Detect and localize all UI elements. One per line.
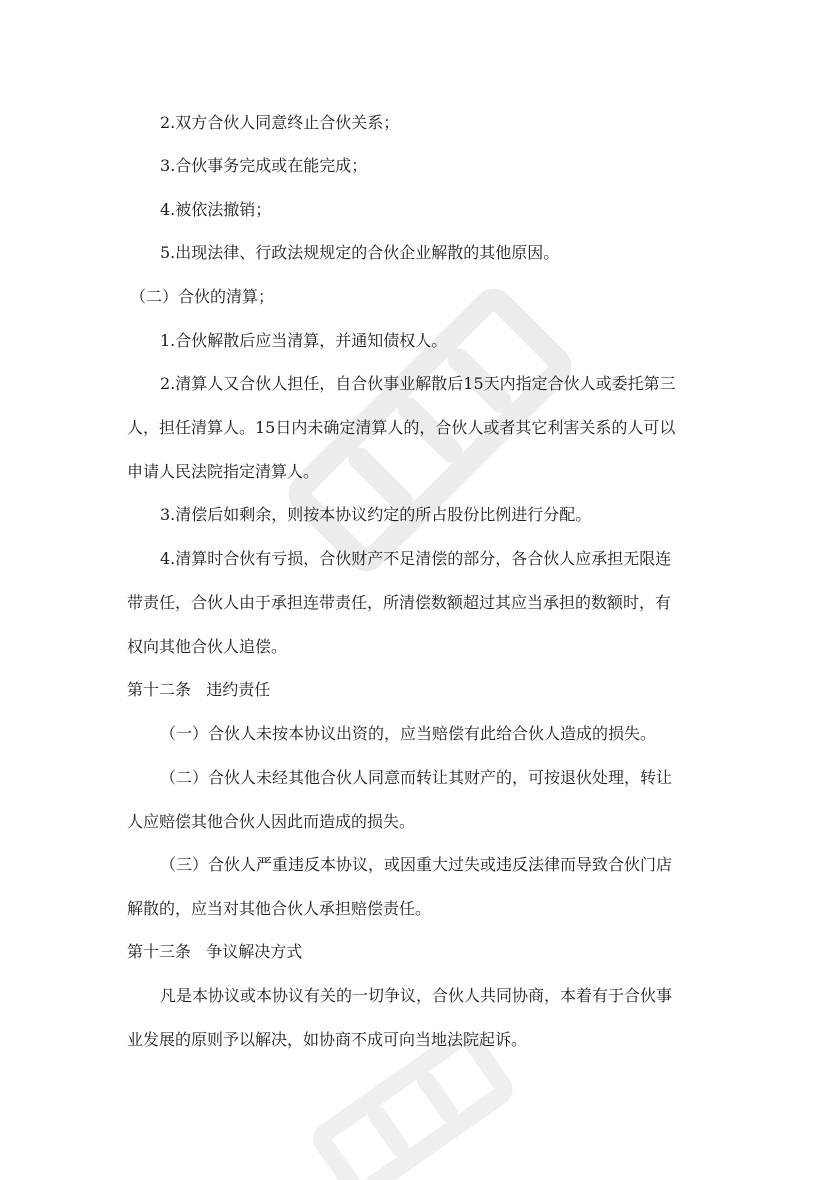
text-line: 人应赔偿其他合伙人因此而造成的损失。 bbox=[127, 812, 416, 831]
text-line: 权向其他合伙人追偿。 bbox=[127, 637, 288, 656]
article-heading: 第十二条 违约责任 bbox=[127, 680, 271, 699]
text-line: （三）合伙人严重违反本协议，或因重大过失或违反法律而导致合伙门店 bbox=[160, 855, 673, 874]
text-line: 5.出现法律、行政法规规定的合伙企业解散的其他原因。 bbox=[160, 243, 560, 262]
text-line: 3.合伙事务完成或在能完成； bbox=[160, 156, 368, 175]
text-line: （二）合伙人未经其他合伙人同意而转让其财产的，可按退伙处理，转让 bbox=[160, 768, 673, 787]
section-heading: （二）合伙的清算； bbox=[130, 287, 275, 306]
text-line: 4.清算时合伙有亏损，合伙财产不足清偿的部分，各合伙人应承担无限连 bbox=[160, 549, 672, 568]
text-line: 申请人民法院指定清算人。 bbox=[127, 462, 320, 481]
article-heading: 第十三条 争议解决方式 bbox=[127, 942, 303, 961]
watermark-logo-bottom bbox=[300, 1040, 520, 1180]
text-line: 1.合伙解散后应当清算，并通知债权人。 bbox=[160, 331, 448, 350]
text-line: 带责任，合伙人由于承担连带责任，所清偿数额超过其应当承担的数额时，有 bbox=[127, 593, 672, 612]
text-line: 业发展的原则予以解决，如协商不成可向当地法院起诉。 bbox=[127, 1030, 528, 1049]
text-line: 2.双方合伙人同意终止合伙关系； bbox=[160, 113, 400, 132]
text-line: 2.清算人又合伙人担任，自合伙事业解散后15天内指定合伙人或委托第三 bbox=[160, 374, 676, 393]
text-line: 4.被依法撤销； bbox=[160, 200, 272, 219]
text-line: 解散的，应当对其他合伙人承担赔偿责任。 bbox=[127, 899, 432, 918]
text-line: 凡是本协议或本协议有关的一切争议，合伙人共同协商，本着有于合伙事 bbox=[160, 986, 673, 1005]
text-line: 人，担任清算人。15日内未确定清算人的，合伙人或者其它利害关系的人可以 bbox=[127, 418, 676, 437]
text-line: 3.清偿后如剩余，则按本协议约定的所占股份比例进行分配。 bbox=[160, 505, 592, 524]
text-line: （一）合伙人未按本协议出资的，应当赔偿有此给合伙人造成的损失。 bbox=[160, 724, 657, 743]
